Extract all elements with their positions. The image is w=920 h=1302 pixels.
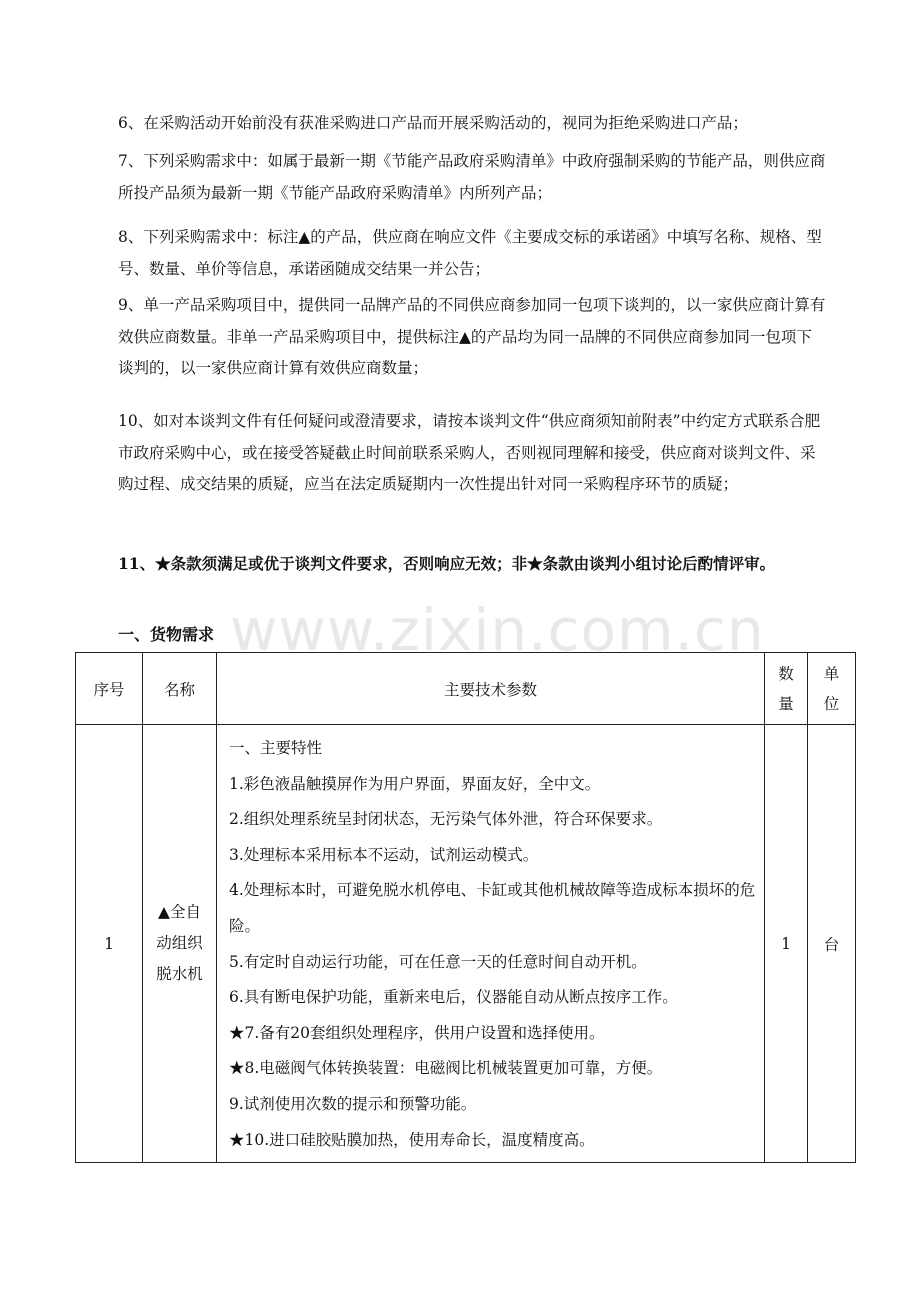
header-index: 序号 xyxy=(76,653,143,725)
param-line: ★10.进口硅胶贴膜加热，使用寿命长，温度精度高。 xyxy=(229,1130,595,1149)
watermark: www.zixin.com.cn xyxy=(230,596,765,664)
clause-11: 11、★条款须满足或优于谈判文件要求，否则响应无效；非★条款由谈判小组讨论后酌情评审。 xyxy=(118,554,776,573)
row-unit: 台 xyxy=(808,725,856,1163)
param-line: 5.有定时自动运行功能，可在任意一天的任意时间自动开机。 xyxy=(229,952,647,971)
clause-9: 9、单一产品采购项目中，提供同一品牌产品的不同供应商参加同一包项下谈判的，以一家供应商计算有效供应商数量。非单一产品采购项目中，提供标注▲的产品均为同一品牌的不同供应商参加同一包项下谈判的，以一家供应商计算有效供应商数量； xyxy=(118,296,826,377)
param-line: 1.彩色液晶触摸屏作为用户界面，界面友好，全中文。 xyxy=(229,774,601,793)
row-index: 1 xyxy=(76,725,143,1163)
param-line: 9.试剂使用次数的提示和预警功能。 xyxy=(229,1094,477,1113)
clause-8: 8、下列采购需求中：标注▲的产品，供应商在响应文件《主要成交标的承诺函》中填写名称、规格、型号、数量、单价等信息，承诺函随成交结果一并公告； xyxy=(118,228,822,278)
clause-6: 6、在采购活动开始前没有获准采购进口产品而开展采购活动的，视同为拒绝采购进口产品； xyxy=(118,114,748,132)
table-row xyxy=(76,725,856,1163)
requirements-table xyxy=(75,652,856,1163)
param-line: ★8.电磁阀气体转换装置：电磁阀比机械装置更加可靠，方便。 xyxy=(229,1059,663,1078)
row-params xyxy=(217,725,765,1163)
row-quantity: 1 xyxy=(765,725,808,1163)
header-name: 名称 xyxy=(143,653,217,725)
table-header-row xyxy=(76,653,856,725)
row-name: ▲全自 动组织 脱水机 xyxy=(143,725,217,1163)
header-quantity: 数 量 xyxy=(765,653,808,725)
param-line: 2.组织处理系统呈封闭状态，无污染气体外泄，符合环保要求。 xyxy=(229,810,663,829)
clause-7: 7、下列采购需求中：如属于最新一期《节能产品政府采购清单》中政府强制采购的节能产品，则供应商所投产品须为最新一期《节能产品政府采购清单》内所列产品； xyxy=(118,152,826,202)
clause-10: 10、如对本谈判文件有任何疑问或澄清要求，请按本谈判文件“供应商须知前附表”中约定方式联系合肥市政府采购中心，或在接受答疑截止时间前联系采购人，否则视同理解和接受，供应商对谈判文件、采购过程、成交结果的质疑，应当在法定质疑期内一次性提出针对同一采购程序环节的质疑； xyxy=(118,412,821,493)
param-line: 一、主要特性 xyxy=(229,739,323,757)
param-line: ★7.备有20套组织处理程序，供用户设置和选择使用。 xyxy=(229,1023,605,1042)
param-line: 6.具有断电保护功能，重新来电后，仪器能自动从断点按序工作。 xyxy=(229,988,678,1007)
header-params: 主要技术参数 xyxy=(217,653,765,725)
param-line: 4.处理标本时，可避免脱水机停电、卡缸或其他机械故障等造成标本损坏的危险。 xyxy=(229,881,756,935)
header-unit: 单 位 xyxy=(808,653,856,725)
param-line: 3.处理标本采用标本不运动，试剂运动模式。 xyxy=(229,845,539,864)
section-heading: 一、货物需求 xyxy=(118,625,215,644)
